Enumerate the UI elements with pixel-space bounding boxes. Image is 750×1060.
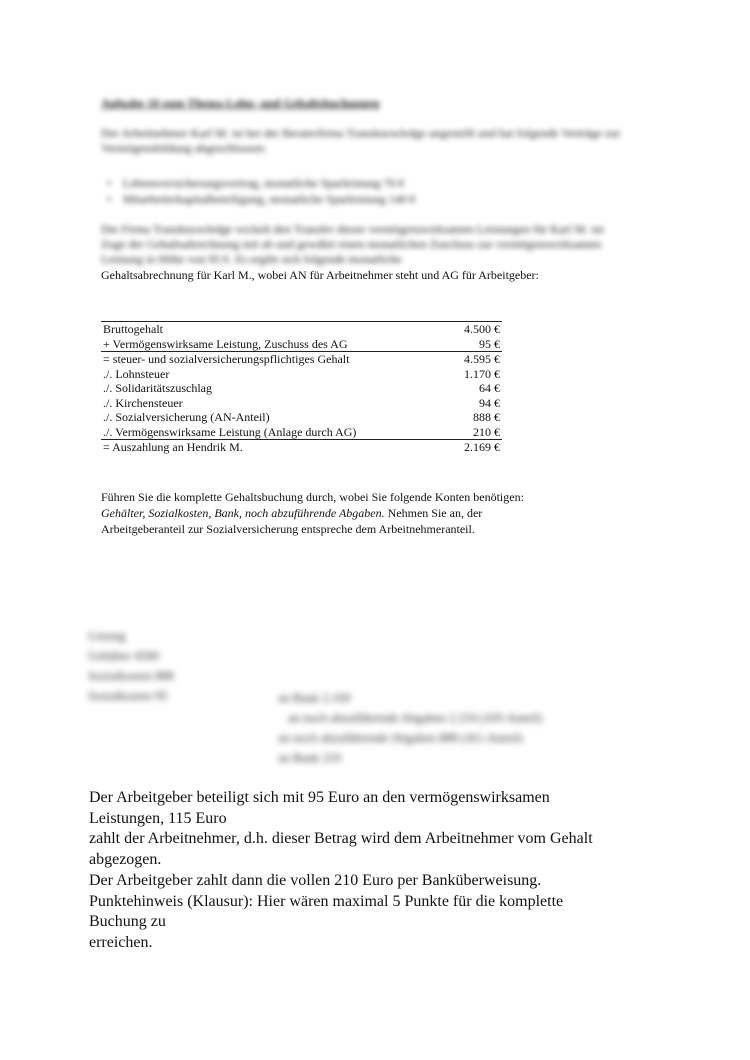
row-label: = Auszahlung an Hendrik M. [103,440,243,454]
debit-entry: Sozialkosten 888 [88,669,174,683]
debit-entry: Sozialkosten 95 [88,689,168,703]
task-paragraph-end: Gehaltsabrechnung für Karl M., wobei AN für Arbeitnehmer steht und AG für Arbeitgeber: [101,268,539,282]
explanation-line: Der Arbeitgeber zahlt dann die vollen 210 Euro per Banküberweisung. [89,871,542,889]
table-row [101,322,502,337]
row-label: ./. Vermögenswirksame Leistung (Anlage durch AG) [101,425,418,440]
solution-credit [278,688,542,768]
exercise-line [101,505,621,521]
list-item: • Mitarbeiterkapitalbeteiligung, monatliche Sparleistung 140 € [101,191,416,207]
account-list: Gehälter, Sozialkosten, Bank, noch abzuführende Abgaben. [101,506,385,520]
list-item: • Lebensversicherungsvertrag, monatliche Sparleistung 70 € [101,175,416,191]
debit-entry: Gehälter 4500 [88,649,160,663]
row-amount: 2.169 € [464,440,500,454]
task-title: Aufgabe 10 zum Thema Lohn- und Gehaltsbuchungen [101,96,380,110]
row-label: Bruttogehalt [101,322,418,337]
row-amount: 64 € [479,381,500,395]
credit-entry: an Bank 2.169 [278,691,351,705]
solution-explanation [89,788,669,954]
row-amount: 210 € [418,425,502,440]
row-amount: 95 € [479,336,500,351]
table-row [101,425,502,440]
row-label: ./. Kirchensteuer [103,395,183,410]
explanation-line: Der Arbeitgeber beteiligt sich mit 95 Euro an den vermögenswirksamen [89,789,550,806]
task-intro: Der Arbeitnehmer Karl M. ist bei der Beraterfirma Transknowledge angestellt und hat folgende Verträge zur Vermögensbildung abgeschlossen: [101,126,621,155]
explanation-line: Punktehinweis (Klausur): Hier wären maximal 5 Punkte für die komplette [89,892,564,910]
table-row [101,396,502,411]
table-row [101,337,502,352]
task-paragraph: Die Firma Transknowledge wickelt den Transfer dieser vermögenswirksamen Leistungen für Karl M. im Zuge der Gehaltsabrechnung mit ab und gewährt einen monatlichen Zuschuss zur vermögenswirksamen Leistung in Höhe von 95 €. Es ergibt sich folgende monatliche [101,222,604,266]
table-row [101,352,502,367]
row-label: = steuer- und sozialversicherungspflichtiges Gehalt [101,352,418,367]
table-row [101,367,502,382]
explanation-line: abgezogen. [89,851,162,869]
row-amount: 94 € [479,395,500,410]
credit-entry: an noch abzuführende Abgaben 2.216 (AN-Anteil) [288,711,543,725]
row-label: ./. Lohnsteuer [103,366,170,381]
table-row [101,440,502,455]
exercise-line: Arbeitgeberanteil zur Sozialversicherung entspreche dem Arbeitnehmeranteil. [101,522,475,536]
row-amount: 888 € [473,410,500,424]
credit-entry: an Bank 210 [278,751,342,765]
table-row [101,381,502,396]
exercise-line: Führen Sie die komplette Gehaltsbuchung durch, wobei Sie folgende Konten benötigen: [101,490,524,504]
row-amount: 4.500 € [418,322,502,337]
row-label: ./. Solidaritätszuschlag [103,381,212,395]
table-row [101,410,502,425]
row-label: + Vermögenswirksame Leistung, Zuschuss des AG [103,336,348,351]
explanation-line: Leistungen, 115 Euro [89,809,227,827]
row-amount: 1.170 € [464,366,500,381]
explanation-line: Buchung zu [89,913,166,931]
explanation-line: erreichen. [89,933,153,951]
contract-list [101,175,416,207]
salary-calculation-table [101,321,502,455]
exercise-line-rest: Nehmen Sie an, der [384,506,483,520]
solution-heading: Lösung [88,629,126,643]
credit-entry: an noch abzuführende Abgaben 888 (AG-Anteil) [278,731,523,745]
row-label: ./. Sozialversicherung (AN-Anteil) [103,410,270,424]
row-amount: 4.595 € [418,352,502,367]
explanation-line: zahlt der Arbeitnehmer, d.h. dieser Betrag wird dem Arbeitnehmer vom Gehalt [89,830,593,848]
solution-debit [88,626,174,706]
exercise-text [101,489,621,537]
